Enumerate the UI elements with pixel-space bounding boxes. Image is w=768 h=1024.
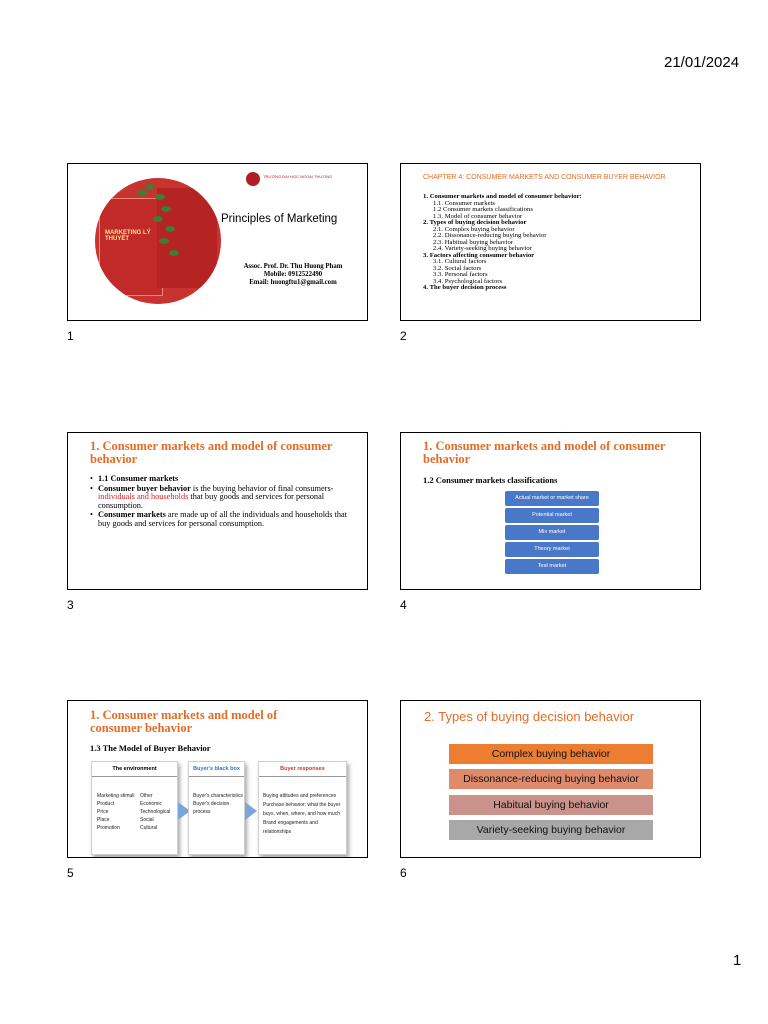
black-box-header: Buyer's black box	[189, 762, 244, 777]
slide-number-6: 6	[400, 866, 407, 880]
slide-1	[67, 163, 368, 321]
classification-box: Potential market	[505, 508, 599, 523]
slide-3-title: 1. Consumer markets and model of consumer behavior	[90, 439, 333, 466]
page-date: 21/01/2024	[664, 54, 740, 71]
bullet-list	[90, 475, 352, 529]
slide-number-2: 2	[400, 329, 407, 343]
environment-panel: The environment Marketing stimuli Product Price Place Promotion Other Economic Technological Social Cultural	[91, 761, 178, 855]
slide-number-1: 1	[67, 329, 74, 343]
slide-4	[400, 432, 701, 590]
book-title-text: MARKETING LÝ THUYẾT	[105, 230, 151, 242]
toc-item: 3.2. Social factors	[433, 264, 482, 272]
toc-item: 1.2 Consumer markets classifications	[433, 206, 533, 213]
toc-item: 2.3. Habitual buying behavior	[433, 238, 514, 246]
classification-box: Mix market	[505, 525, 599, 540]
behavior-box: Complex buying behavior	[449, 744, 653, 764]
classification-box: Theory market	[505, 542, 599, 557]
slide-1-title: Principles of Marketing	[221, 213, 338, 225]
bullet-item: • Consumer markets are made up of all the individuals and households that buy goods and services for personal consumption.	[90, 511, 352, 528]
right-arrow-icon	[245, 802, 257, 820]
table-of-contents	[423, 194, 582, 292]
toc-item: 2. Types of buying decision behavior	[423, 219, 527, 226]
toc-item: 2.1. Complex buying behavior	[433, 225, 515, 233]
buyer-responses-header: Buyer responses	[259, 762, 346, 777]
slide-number-5: 5	[67, 866, 74, 880]
toc-item: 3.4. Psychological factors	[433, 277, 503, 285]
slide-3	[67, 432, 368, 590]
toc-item: 4. The buyer decision process	[423, 284, 507, 291]
behavior-box: Dissonance-reducing buying behavior	[449, 769, 653, 789]
behavior-box: Habitual buying behavior	[449, 795, 653, 815]
university-logo-text: TRƯỜNG ĐẠI HỌC NGOẠI THƯƠNG	[263, 174, 333, 179]
author-mobile: Mobile: 0912522490	[263, 271, 323, 278]
slide-4-subtitle: 1.2 Consumer markets classifications	[423, 475, 558, 485]
toc-item: 3. Factors affecting consumer behavior	[423, 251, 535, 259]
bullet-item: • Consumer buyer behavior is the buying behavior of final consumers-individuals and households that buy goods and services for personal consumption.	[90, 485, 352, 511]
buyer-responses-panel: Buyer responses Buying attitudes and preferences Purchase behavior: what the buyer buys, when, where, and how much Brand engagements and relationships	[258, 761, 347, 855]
author-email: Email: huongftu1@gmail.com	[249, 279, 337, 286]
chapter-heading: CHAPTER 4: CONSUMER MARKETS AND CONSUMER BUYER BEHAVIOR	[423, 174, 666, 181]
toc-item: 1.1. Consumer markets	[433, 199, 496, 207]
slide-6	[400, 700, 701, 858]
bullet-item: • 1.1 Consumer markets	[90, 475, 352, 484]
page-number: 1	[733, 952, 742, 969]
slide-5-title: 1. Consumer markets and model of consumer behavior	[90, 708, 278, 735]
toc-item: 1. Consumer markets and model of consumer behavior:	[423, 193, 582, 200]
slide-number-3: 3	[67, 598, 74, 612]
toc-item: 2.2. Dissonance-reducing buying behavior	[433, 232, 547, 239]
slide-number-4: 4	[400, 598, 407, 612]
toc-item: 1.3. Model of consumer behavior	[433, 212, 523, 220]
toc-item: 2.4. Variety-seeking buying behavior	[433, 245, 532, 252]
slide-4-title: 1. Consumer markets and model of consumer behavior	[423, 439, 666, 466]
slide-2	[400, 163, 701, 321]
university-logo-icon	[246, 172, 260, 186]
toc-item: 3.3. Personal factors	[433, 271, 488, 278]
author-name: Assoc. Prof. Dr. Thu Huong Pham	[243, 263, 343, 270]
classification-box: Actual market or market share	[505, 491, 599, 506]
environment-header: The environment	[92, 762, 177, 777]
slide-5-subtitle: 1.3 The Model of Buyer Behavior	[90, 743, 211, 753]
black-box-panel: Buyer's black box Buyer's characteristics Buyer's decision process	[188, 761, 245, 855]
classification-box: Test market	[505, 559, 599, 574]
toc-item: 3.1. Cultural factors	[433, 258, 487, 265]
slide-5	[67, 700, 368, 858]
slide-6-title: 2. Types of buying decision behavior	[424, 709, 635, 724]
book-cover-image	[95, 178, 221, 304]
behavior-box: Variety-seeking buying behavior	[449, 820, 653, 840]
